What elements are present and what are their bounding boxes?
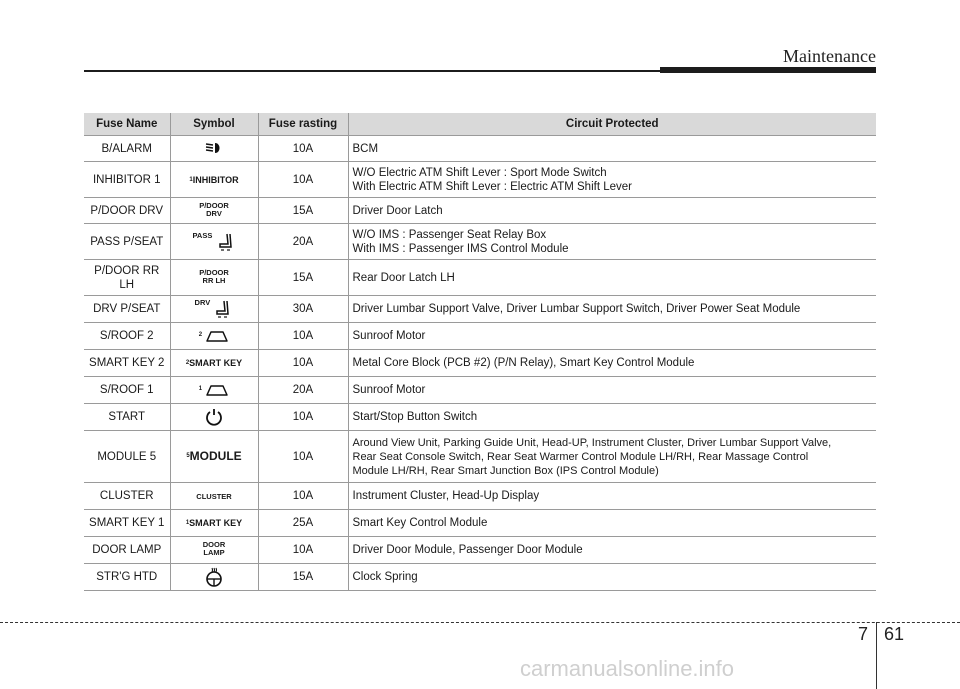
fuse-symbol (170, 537, 258, 564)
circuit-line: Instrument Cluster, Head-Up Display (352, 490, 540, 502)
circuit-line: Driver Door Latch (352, 204, 443, 217)
table-row (84, 350, 876, 377)
circuit-line: Rear Seat Console Switch, Rear Seat Warmer Control Module LH/RH, Rear Massage Control (352, 450, 809, 463)
fuse-name: START (84, 404, 170, 431)
table-row (84, 260, 876, 296)
table-row (84, 537, 876, 564)
table-row (84, 162, 876, 198)
column-header-fuse-rating: Fuse rasting (258, 113, 348, 136)
fuse-symbol (170, 224, 258, 260)
fuse-rating: 15A (258, 198, 348, 224)
fuse-symbol (170, 431, 258, 483)
headlight-icon (203, 141, 225, 155)
fuse-rating: 15A (258, 260, 348, 296)
fuse-symbol (170, 377, 258, 404)
table-row (84, 377, 876, 404)
circuit-protected (348, 510, 876, 537)
watermark: carmanualsonline.info (520, 656, 735, 681)
fuse-rating: 20A (258, 224, 348, 260)
circuit-protected (348, 260, 876, 296)
circuit-line: Driver Lumbar Support Valve, Driver Lumbar Support Switch, Driver Power Seat Module (352, 303, 801, 315)
symbol-label: P/DOOR DRV (199, 200, 229, 218)
symbol-label: P/DOOR RR LH (199, 267, 229, 285)
circuit-protected (348, 483, 876, 510)
fuse-name: S/ROOF 2 (84, 323, 170, 350)
table-row (84, 224, 876, 260)
page-separator (876, 622, 877, 689)
fuse-name: S/ROOF 1 (84, 377, 170, 404)
circuit-line: BCM (352, 142, 379, 155)
fuse-symbol (170, 350, 258, 377)
fuse-symbol (170, 510, 258, 537)
circuit-line: Metal Core Block (PCB #2) (P/N Relay), Smart Key Control Module (352, 357, 695, 369)
circuit-line: With IMS : Passenger IMS Control Module (352, 242, 569, 255)
symbol-label: DOOR LAMP (202, 540, 226, 557)
fuse-rating: 15A (258, 564, 348, 591)
fuse-symbol (170, 198, 258, 224)
table-row (84, 404, 876, 431)
circuit-line: Sunroof Motor (352, 384, 426, 396)
table-row (84, 564, 876, 591)
circuit-line: Module LH/RH, Rear Smart Junction Box (IPS Control Module) (352, 464, 659, 477)
circuit-protected (348, 431, 876, 483)
fuse-symbol (170, 162, 258, 198)
column-header-circuit: Circuit Protected (348, 113, 876, 136)
circuit-line: Driver Door Module, Passenger Door Module (352, 544, 583, 556)
circuit-protected (348, 198, 876, 224)
fuse-name: DOOR LAMP (84, 537, 170, 564)
table-row (84, 323, 876, 350)
header-bar (660, 67, 876, 73)
column-header-fuse-name: Fuse Name (84, 113, 170, 136)
circuit-line: Clock Spring (352, 571, 418, 583)
fuse-symbol (170, 260, 258, 296)
sunroof-icon (205, 328, 229, 344)
fuse-symbol (170, 323, 258, 350)
fuse-rating: 30A (258, 296, 348, 323)
symbol-label: DRV (194, 298, 211, 307)
fuse-rating: 10A (258, 431, 348, 483)
fuse-rating: 10A (258, 162, 348, 198)
fuse-rating: 10A (258, 483, 348, 510)
circuit-line: Sunroof Motor (352, 330, 426, 342)
table-row (84, 431, 876, 483)
fuse-rating: 10A (258, 323, 348, 350)
circuit-protected (348, 350, 876, 377)
fuse-symbol (170, 483, 258, 510)
symbol-label: PASS (192, 230, 213, 240)
fuse-rating: 10A (258, 537, 348, 564)
table-row (84, 136, 876, 162)
fuse-symbol (170, 564, 258, 591)
fuse-table (84, 113, 876, 591)
table-header-row (84, 113, 876, 136)
circuit-protected (348, 323, 876, 350)
heated-steering-icon (204, 567, 224, 587)
sunroof-icon (205, 382, 229, 398)
section-title: Maintenance (783, 46, 876, 66)
circuit-line: Start/Stop Button Switch (352, 411, 478, 423)
symbol-label: CLUSTER (196, 492, 232, 501)
seat-icon (216, 232, 236, 252)
circuit-protected (348, 296, 876, 323)
fuse-rating: 10A (258, 404, 348, 431)
fuse-symbol (170, 136, 258, 162)
circuit-protected (348, 537, 876, 564)
symbol-label: $^2$SMART KEY (185, 358, 243, 368)
circuit-line: Rear Door Latch LH (352, 271, 455, 284)
fuse-name: P/DOOR DRV (84, 198, 170, 224)
fuse-name: P/DOOR RR LH (84, 260, 170, 296)
table-row (84, 483, 876, 510)
symbol-index: 2 (198, 332, 203, 338)
circuit-line: Around View Unit, Parking Guide Unit, Head-UP, Instrument Cluster, Driver Lumbar Support Valve, (352, 436, 832, 449)
fuse-name: PASS P/SEAT (84, 224, 170, 260)
circuit-line: W/O Electric ATM Shift Lever : Sport Mode Switch (352, 166, 607, 179)
circuit-protected (348, 564, 876, 591)
fuse-name: SMART KEY 2 (84, 350, 170, 377)
footer-rule (0, 622, 960, 623)
fuse-name: STR'G HTD (84, 564, 170, 591)
table-row (84, 510, 876, 537)
fuse-symbol (170, 404, 258, 431)
circuit-line: With Electric ATM Shift Lever : Electric ATM Shift Lever (352, 180, 632, 193)
circuit-protected (348, 136, 876, 162)
circuit-line: Smart Key Control Module (352, 517, 488, 529)
header-rule (84, 70, 660, 72)
circuit-protected (348, 224, 876, 260)
chapter-number: 7 (858, 624, 869, 644)
fuse-name: INHIBITOR 1 (84, 162, 170, 198)
fuse-name: SMART KEY 1 (84, 510, 170, 537)
fuse-symbol (170, 296, 258, 323)
symbol-label: $^1$INHIBITOR (189, 174, 239, 185)
fuse-name: B/ALARM (84, 136, 170, 162)
power-button-icon (205, 408, 223, 426)
fuse-rating: 20A (258, 377, 348, 404)
symbol-label: $^1$SMART KEY (185, 518, 243, 528)
table-row (84, 296, 876, 323)
fuse-rating: 25A (258, 510, 348, 537)
symbol-label: $^5$MODULE (186, 448, 242, 463)
symbol-index: 1 (198, 386, 203, 392)
table-row (84, 198, 876, 224)
circuit-line: W/O IMS : Passenger Seat Relay Box (352, 228, 547, 241)
fuse-name: DRV P/SEAT (84, 296, 170, 323)
circuit-protected (348, 377, 876, 404)
seat-icon (213, 299, 233, 319)
circuit-protected (348, 162, 876, 198)
column-header-symbol: Symbol (170, 113, 258, 136)
circuit-protected (348, 404, 876, 431)
fuse-name: CLUSTER (84, 483, 170, 510)
fuse-rating: 10A (258, 350, 348, 377)
fuse-name: MODULE 5 (84, 431, 170, 483)
fuse-rating: 10A (258, 136, 348, 162)
page-number: 61 (884, 624, 905, 644)
